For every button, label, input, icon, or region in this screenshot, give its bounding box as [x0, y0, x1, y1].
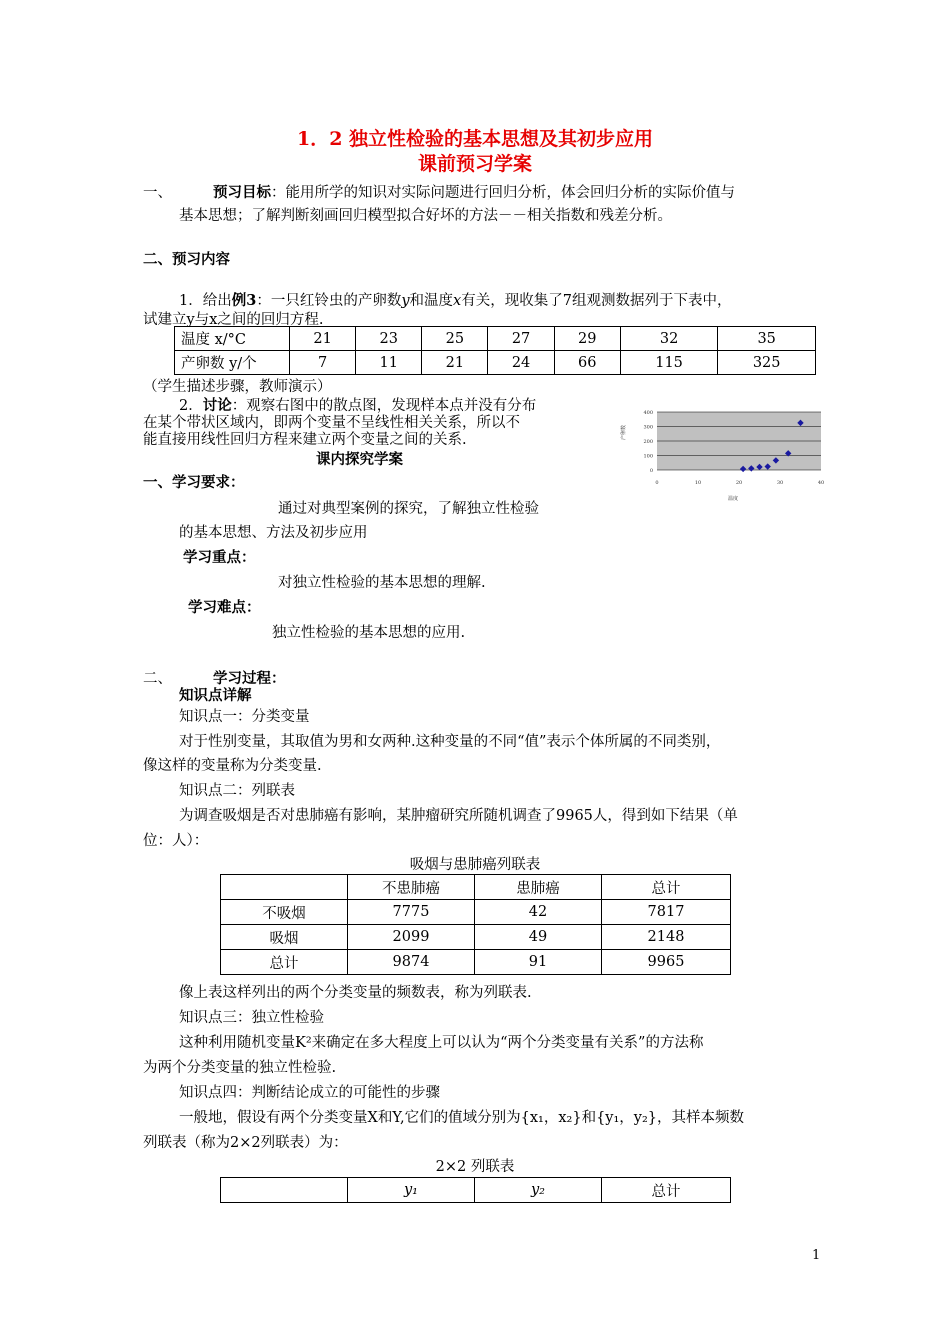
scatter-chart: [607, 395, 847, 520]
table2-cell: 7775: [348, 900, 475, 925]
table1-row2-label: 产卵数 y/个: [175, 351, 290, 375]
title-sub: 课前预习学案: [417, 153, 532, 175]
table1-row1-label: 温度 x/°C: [175, 327, 290, 351]
discussion-text-1: ：观察右图中的散点图，发现样本点并没有分布: [231, 398, 537, 414]
two-by-two-table: [220, 1177, 731, 1203]
difficulty-text: 独立性检验的基本思想的应用.: [272, 625, 466, 641]
discussion-label: 讨论: [202, 397, 232, 414]
requirements-text-1: 通过对典型案例的探究，了解独立性检验: [278, 501, 539, 517]
example-text-c: 有关，现收集了7组观测数据列于下表中，: [461, 293, 732, 309]
y-tick-label: 0: [649, 468, 653, 474]
x-tick-label: 0: [655, 480, 659, 486]
difficulty-heading: 学习难点：: [188, 599, 261, 616]
key-point-text: 对独立性检验的基本思想的理解.: [278, 575, 486, 591]
example-3-line2: 试建立y与x之间的回归方程.: [143, 312, 324, 328]
example-text-a: ：一只红铃虫的产卵数: [256, 293, 402, 309]
var-y: y: [401, 293, 410, 309]
table2-cell: 9874: [348, 950, 475, 975]
table2-cell: 9965: [602, 950, 731, 975]
kp3-text-1: 这种利用随机变量K²来确定在多大程度上可以认为“两个分类变量有关系”的方法称: [179, 1035, 704, 1051]
preview-goal-text-2: 基本思想；了解判断刻画回归模型拟合好坏的方法－－相关指数和残差分析。: [179, 208, 672, 224]
table2-cell: 42: [475, 900, 602, 925]
section-2-heading: 二、预习内容: [143, 251, 230, 268]
table2-caption: 吸烟与患肺癌列联表: [409, 857, 541, 873]
contingency-table: [220, 874, 731, 975]
table2-cell: 2148: [602, 925, 731, 950]
y-tick-label: 400: [643, 410, 653, 416]
process-heading: 学习过程：: [213, 670, 286, 687]
kp2-text-2: 位：人）：: [143, 833, 209, 849]
kp1-text-1: 对于性别变量，其取值为男和女两种.这种变量的不同“值”表示个体所属的不同类别，: [179, 734, 721, 750]
kp2-text-1: 为调查吸烟是否对患肺癌有影响，某肿瘤研究所随机调查了9965人，得到如下结果（单: [179, 808, 738, 824]
requirements-heading: 一、学习要求：: [143, 474, 245, 491]
page-number: 1: [812, 1248, 821, 1263]
student-note: （学生描述步骤，教师演示）: [143, 379, 332, 395]
table1-cell: 32: [620, 327, 718, 351]
x-tick-label: 30: [776, 480, 784, 486]
y-tick-label: 100: [643, 453, 653, 460]
preview-goal-label: 预习目标: [213, 184, 271, 201]
table1-cell: 35: [718, 327, 816, 351]
table1-cell: 21: [290, 327, 356, 351]
x-tick-label: 10: [694, 480, 702, 486]
kp3-text-2: 为两个分类变量的独立性检验.: [143, 1060, 337, 1076]
title-main: 1．2 独立性检验的基本思想及其初步应用: [296, 128, 654, 150]
x-tick-label: 20: [735, 480, 743, 486]
table2-header: 患肺癌: [475, 875, 602, 900]
table2-cell: 吸烟: [221, 925, 348, 950]
example-text-b: 和温度: [409, 293, 454, 309]
table2-cell: 2099: [348, 925, 475, 950]
example-3-intro: [179, 289, 731, 310]
table2-header: 不患肺癌: [348, 875, 475, 900]
table1-cell: 11: [356, 351, 422, 375]
kp3-title: 知识点三：独立性检验: [179, 1010, 324, 1026]
discussion-text-2: 在某个带状区域内，即两个变量不呈线性相关关系，所以不: [143, 415, 520, 431]
table1-cell: 21: [422, 351, 488, 375]
table1-cell: 27: [488, 327, 554, 351]
section-1-number: 一、: [143, 185, 172, 201]
preview-goal: [213, 181, 735, 202]
y-tick-label: 300: [643, 424, 653, 431]
table2-cell: 总计: [221, 950, 348, 975]
discussion-num: 2．: [179, 398, 203, 414]
requirements-text-2: 的基本思想、方法及初步应用: [179, 525, 368, 541]
table2-cell: 91: [475, 950, 602, 975]
table1-cell: 325: [718, 351, 816, 375]
table3-header: y₁: [348, 1178, 475, 1203]
example-label: 例3: [231, 292, 257, 309]
kp4-text-2: 列联表（称为2×2列联表）为：: [143, 1135, 348, 1151]
x-axis-label: 温度: [727, 496, 739, 502]
table3-caption: 2×2 列联表: [435, 1159, 515, 1175]
table1-cell: 66: [554, 351, 620, 375]
preview-goal-text: ：能用所学的知识对实际问题进行回归分析，体会回归分析的实际价值与: [271, 185, 735, 201]
process-number: 二、: [143, 671, 172, 687]
table3-header: y₂: [475, 1178, 602, 1203]
table2-header: [221, 875, 348, 900]
x-tick-label: 40: [817, 480, 825, 486]
table2-cell: 不吸烟: [221, 900, 348, 925]
table2-cell: 7817: [602, 900, 731, 925]
knowledge-heading: 知识点详解: [179, 687, 252, 704]
example-num: 1．给出: [179, 293, 232, 309]
data-table-1: [174, 326, 816, 375]
kp2-after: 像上表这样列出的两个分类变量的频数表，称为列联表.: [179, 985, 532, 1001]
kp4-title: 知识点四：判断结论成立的可能性的步骤: [179, 1085, 440, 1101]
table1-cell: 29: [554, 327, 620, 351]
y-axis-label: 产卵数: [621, 424, 627, 440]
kp1-title: 知识点一：分类变量: [179, 709, 310, 725]
discussion-text-3: 能直接用线性回归方程来建立两个变量之间的关系.: [143, 432, 467, 448]
table2-header: 总计: [602, 875, 731, 900]
var-x: x: [453, 293, 462, 309]
table2-cell: 49: [475, 925, 602, 950]
kp2-title: 知识点二：列联表: [179, 783, 295, 799]
table1-cell: 23: [356, 327, 422, 351]
table3-header: 总计: [602, 1178, 731, 1203]
kp1-text-2: 像这样的变量称为分类变量.: [143, 758, 322, 774]
class-study-title: 课内探究学案: [316, 451, 403, 468]
table1-cell: 115: [620, 351, 718, 375]
kp4-text-1: 一般地，假设有两个分类变量X和Y,它们的值域分别为{x₁，x₂}和{y₁，y₂}，其样本频数: [179, 1110, 745, 1126]
table1-cell: 7: [290, 351, 356, 375]
y-tick-label: 200: [643, 439, 653, 445]
table1-cell: 25: [422, 327, 488, 351]
table1-cell: 24: [488, 351, 554, 375]
table3-header: [221, 1178, 348, 1203]
key-point-heading: 学习重点：: [183, 549, 256, 566]
